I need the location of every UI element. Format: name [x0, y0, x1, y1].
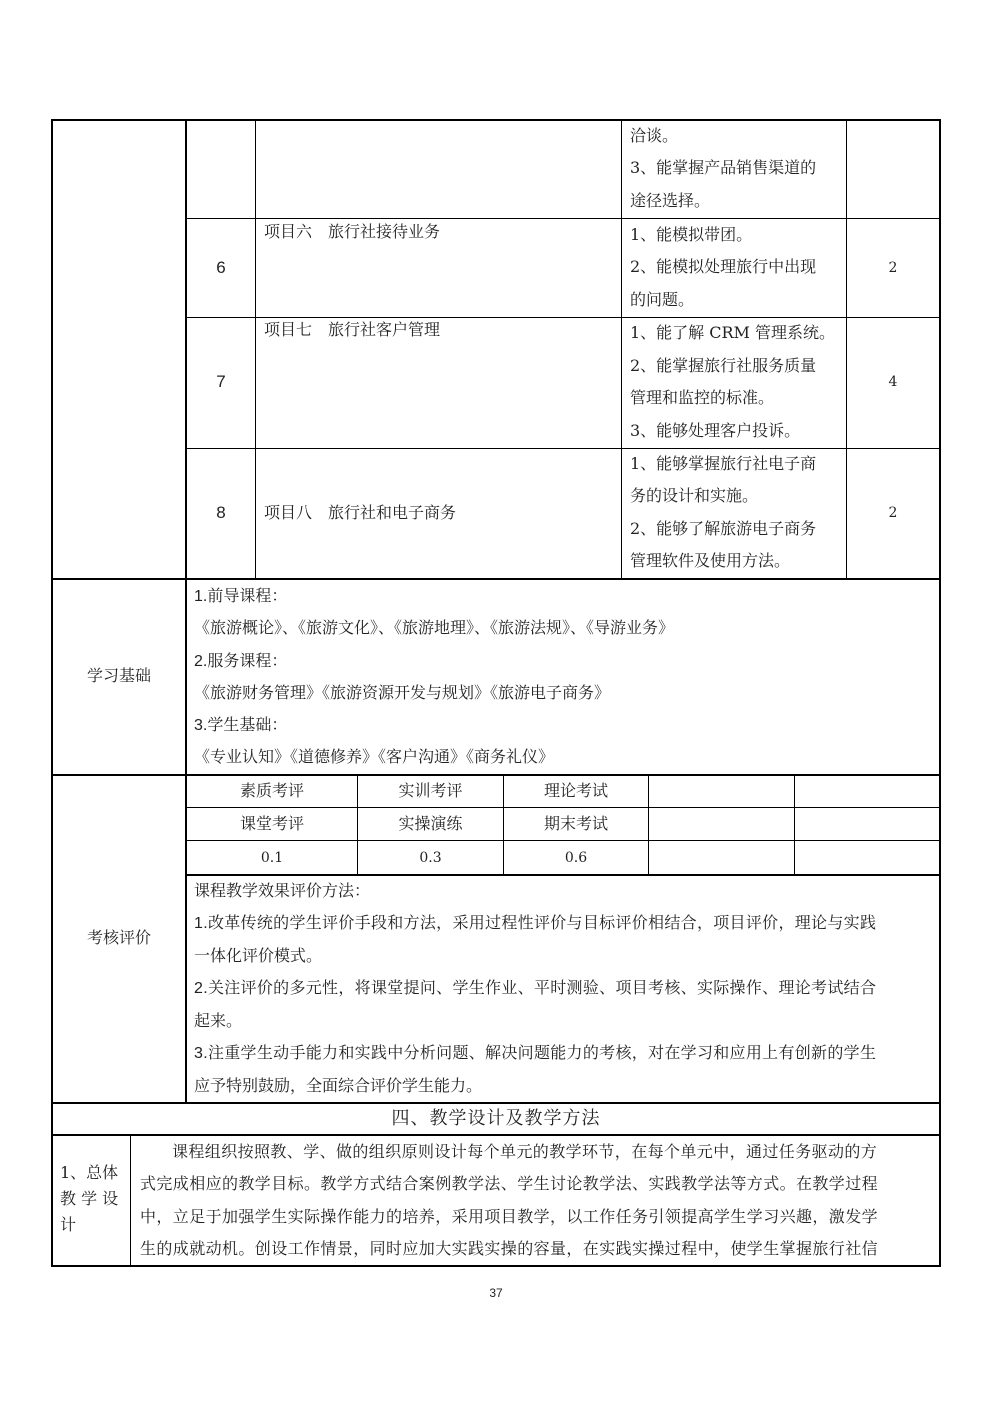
project-number: 8	[216, 503, 226, 522]
page-number: 37	[489, 1286, 503, 1300]
basis-line: 2.服务课程：	[194, 651, 288, 670]
section-heading: 四、教学设计及教学方法	[391, 1108, 601, 1129]
basis-line: 《专业认知》《道德修养》《客户沟通》《商务礼仪》	[194, 747, 555, 766]
method-line: 应予特别鼓励，全面综合评价学生能力。	[194, 1076, 483, 1095]
ability-line: 洽谈。	[630, 126, 679, 145]
ability-line: 1、能了解 CRM 管理系统。	[630, 323, 836, 342]
grid-cell: 实操演练	[398, 814, 463, 833]
method-line: 2.关注评价的多元性，将课堂提问、学生作业、平时测验、项目考核、实际操作、理论考试结合	[194, 978, 877, 997]
method-line: 起来。	[194, 1011, 243, 1030]
grid-cell: 0.6	[564, 850, 588, 866]
grid-cell: 素质考评	[239, 781, 304, 800]
design-line: 式完成相应的教学目标。教学方式结合案例教学法、学生讨论教学法、实践教学法等方式。在教学过程	[140, 1174, 879, 1193]
design-line: 课程组织按照教、学、做的组织原则设计每个单元的教学环节，在每个单元中，通过任务驱动的方	[172, 1142, 878, 1161]
method-line: 一体化评价模式。	[194, 946, 323, 965]
ability-line: 1、能够掌握旅行社电子商	[630, 454, 817, 473]
ability-line: 管理和监控的标准。	[630, 388, 775, 407]
ability-line: 2、能够了解旅游电子商务	[630, 519, 817, 538]
ability-line: 途径选择。	[630, 191, 711, 210]
grid-cell: 课堂考评	[239, 814, 304, 833]
basis-line: 《旅游财务管理》《旅游资源开发与规划》《旅游电子商务》	[194, 683, 611, 702]
method-title: 课程教学效果评价方法：	[194, 881, 371, 900]
basis-line: 1.前导课程：	[194, 586, 288, 605]
ability-line: 管理软件及使用方法。	[630, 551, 791, 570]
project-hours: 2	[888, 260, 898, 276]
grid-cell: 0.3	[419, 850, 442, 866]
project-hours: 4	[888, 374, 898, 390]
ability-line: 2、能模拟处理旅行中出现	[630, 257, 817, 276]
project-name: 项目八 旅行社和电子商务	[264, 503, 457, 522]
basis-line: 3.学生基础：	[194, 715, 288, 734]
ability-line: 3、能够处理客户投诉。	[630, 421, 801, 440]
assessment-label: 考核评价	[86, 928, 151, 947]
ability-line: 1、能模拟带团。	[630, 225, 753, 244]
method-line: 3.注重学生动手能力和实践中分析问题、解决问题能力的考核，对在学习和应用上有创新的学生	[194, 1043, 877, 1062]
basis-line: 《旅游概论》、《旅游文化》、《旅游地理》、《旅游法规》、《导游业务》	[194, 618, 675, 637]
project-name: 项目六 旅行社接待业务	[264, 222, 441, 241]
grid-cell: 理论考试	[543, 781, 608, 800]
ability-line: 的问题。	[630, 290, 695, 309]
ability-line: 2、能掌握旅行社服务质量	[630, 356, 817, 375]
grid-cell: 实训考评	[398, 781, 463, 800]
project-hours: 2	[888, 505, 898, 521]
ability-line: 3、能掌握产品销售渠道的	[630, 158, 817, 177]
project-number: 7	[216, 372, 226, 391]
project-number: 6	[216, 258, 226, 277]
method-line: 1.改革传统的学生评价手段和方法，采用过程性评价与目标评价相结合，项目评价，理论与实践	[194, 913, 877, 932]
project-name: 项目七 旅行社客户管理	[264, 320, 441, 339]
grid-cell: 0.1	[260, 850, 284, 866]
learning-basis-label: 学习基础	[86, 666, 151, 685]
ability-line: 务的设计和实施。	[630, 486, 759, 505]
design-line: 生的成就动机。创设工作情景，同时应加大实践实操的容量，在实践实操过程中，使学生掌握旅行社信	[140, 1239, 879, 1258]
design-line: 中，立足于加强学生实际操作能力的培养，采用项目教学，以工作任务引领提高学生学习兴趣，激发学	[140, 1207, 879, 1226]
grid-cell: 期末考试	[543, 814, 608, 833]
